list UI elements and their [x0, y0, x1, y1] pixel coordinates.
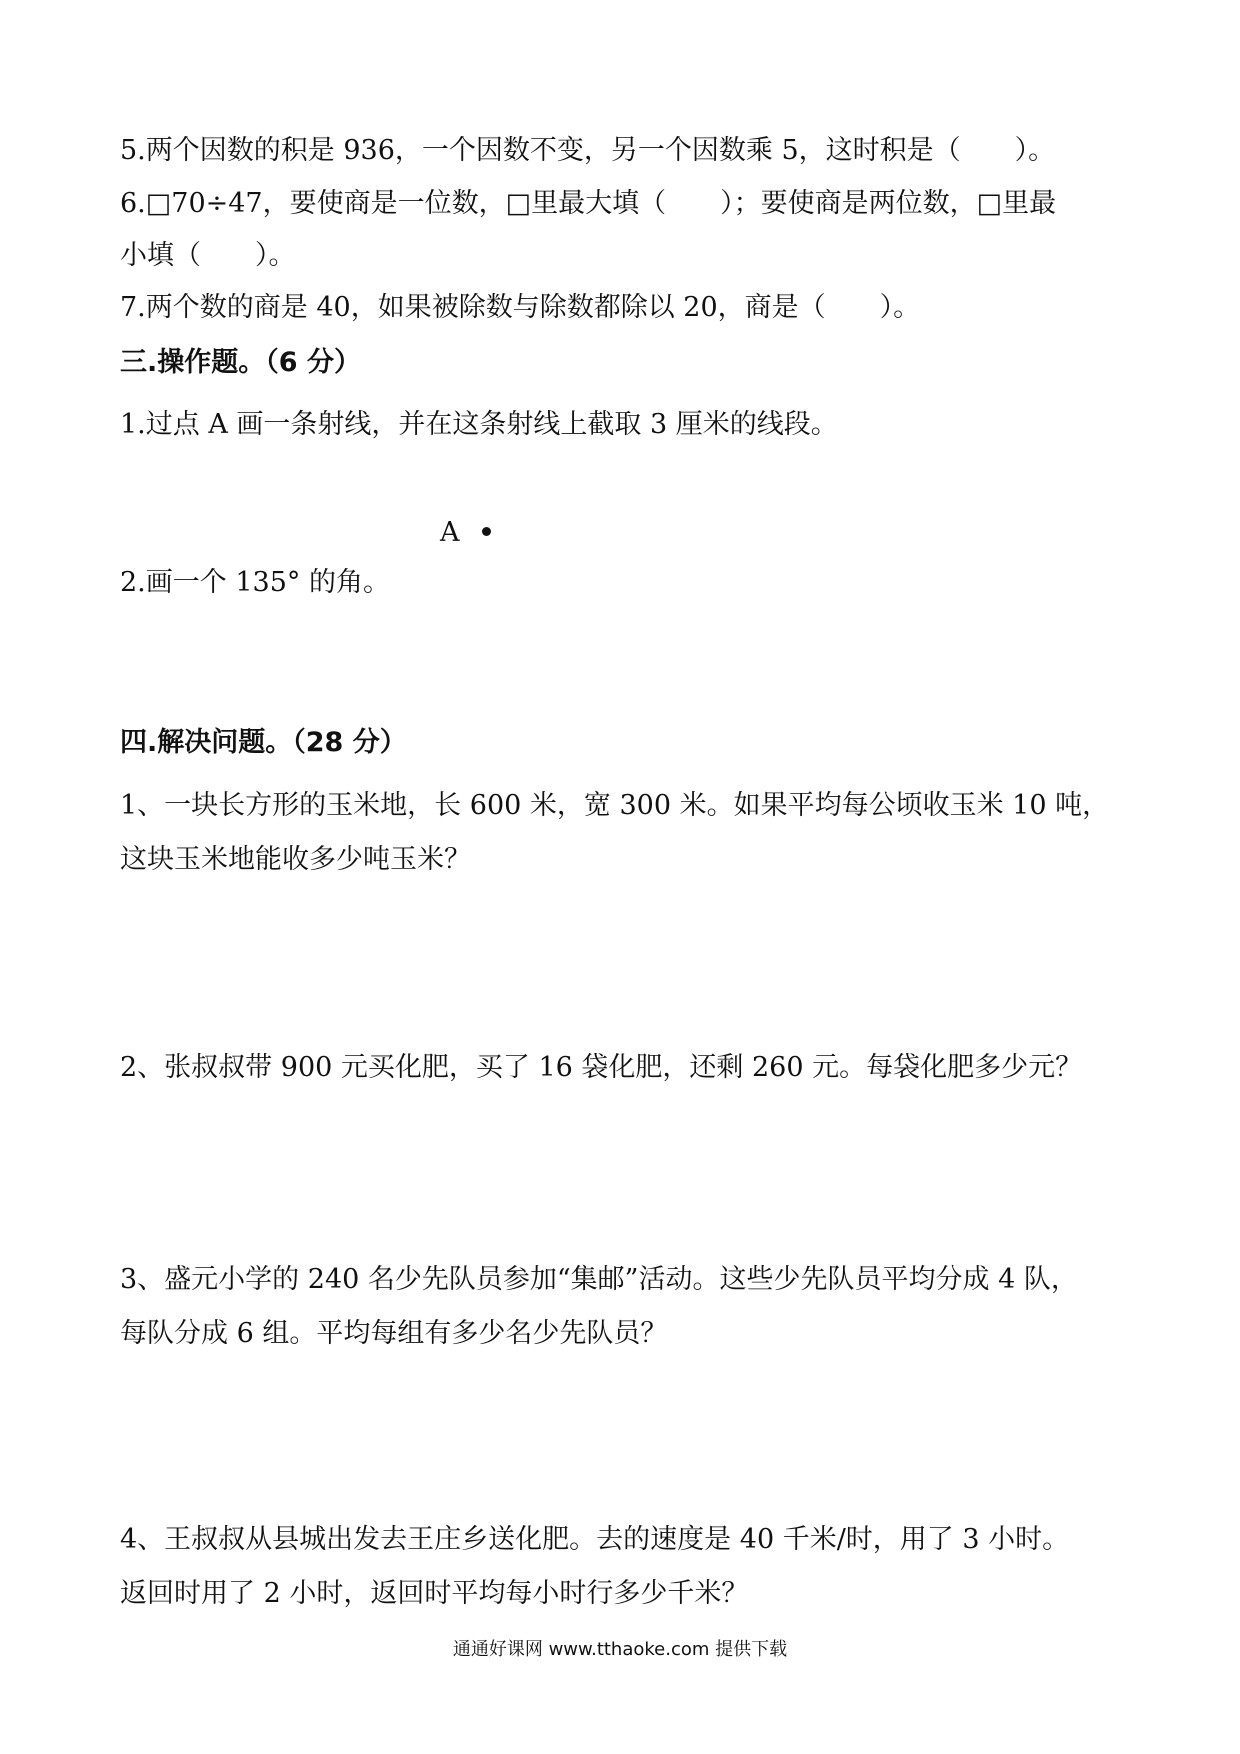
operation-question-2: 2.画一个 135° 的角。 — [120, 567, 390, 598]
question-7: 7.两个数的商是 40，如果被除数与除数都除以 20，商是（ ）。 — [120, 292, 921, 323]
point-a — [440, 515, 491, 551]
question-5: 5.两个因数的积是 936，一个因数不变，另一个因数乘 5，这时积是（ ）。 — [120, 135, 1056, 166]
question-6-line-1: 6.□70÷47，要使商是一位数，□里最大填（ ）；要使商是两位数，□里最 — [120, 188, 1057, 219]
point-a-dot — [482, 527, 491, 536]
operation-question-1: 1.过点 A 画一条射线，并在这条射线上截取 3 厘米的线段。 — [120, 409, 838, 440]
point-a-label: A — [440, 517, 460, 548]
problem-3-line-1: 3、盛元小学的 240 名少先队员参加“集邮”活动。这些少先队员平均分成 4 队， — [120, 1264, 1078, 1295]
problem-3-line-2: 每队分成 6 组。平均每组有多少名少先队员？ — [120, 1318, 668, 1349]
section-4-heading: 四.解决问题。（28 分） — [120, 727, 407, 758]
problem-1-line-1: 1、一块长方形的玉米地，长 600 米，宽 300 米。如果平均每公顷收玉米 10 吨， — [120, 790, 1110, 821]
section-3-heading: 三.操作题。（6 分） — [120, 347, 361, 378]
question-6-line-2: 小填（ ）。 — [120, 240, 296, 271]
problem-2: 2、张叔叔带 900 元买化肥，买了 16 袋化肥，还剩 260 元。每袋化肥多少元？ — [120, 1052, 1083, 1083]
problem-4-line-2: 返回时用了 2 小时，返回时平均每小时行多少千米？ — [120, 1578, 749, 1609]
problem-4-line-1: 4、王叔叔从县城出发去王庄乡送化肥。去的速度是 40 千米/时，用了 3 小时。 — [120, 1524, 1070, 1555]
problem-1-line-2: 这块玉米地能收多少吨玉米？ — [120, 844, 471, 875]
page-footer: 通通好课网 www.tthaoke.com 提供下载 — [452, 1639, 788, 1660]
